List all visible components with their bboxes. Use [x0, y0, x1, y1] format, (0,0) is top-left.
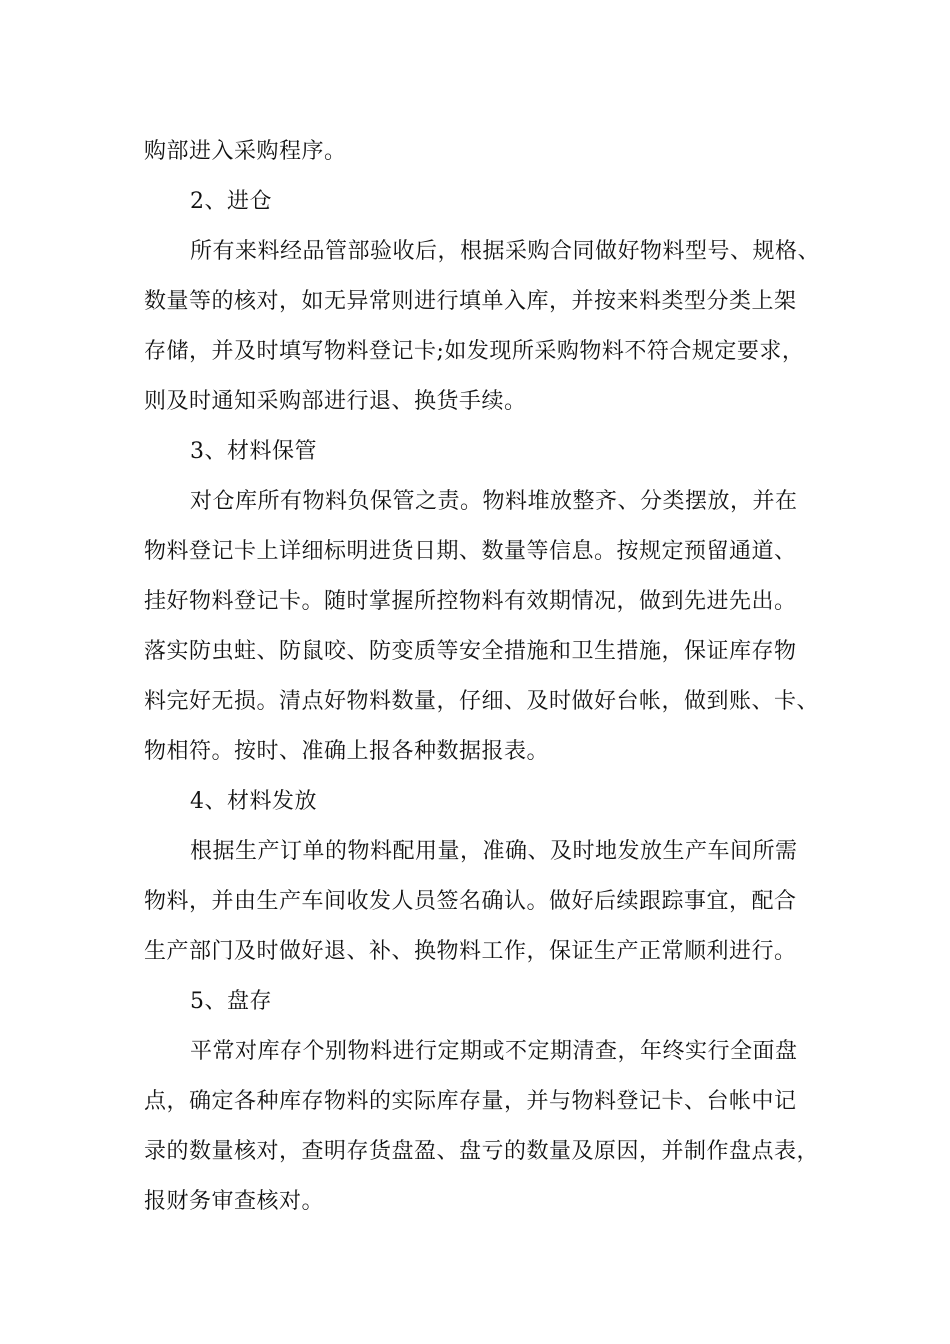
section-heading-inbound: 2、进仓: [190, 189, 272, 214]
section-heading-storage: 3、材料保管: [190, 439, 317, 464]
paragraph-line: 则及时通知采购部进行退、换货手续。: [144, 389, 527, 414]
paragraph-line: 生产部门及时做好退、补、换物料工作，保证生产正常顺利进行。: [144, 939, 797, 964]
paragraph-line: 落实防虫蛀、防鼠咬、防变质等安全措施和卫生措施，保证库存物: [144, 639, 797, 664]
paragraph-line: 平常对库存个别物料进行定期或不定期清查，年终实行全面盘: [190, 1039, 798, 1064]
paragraph-line: 物料登记卡上详细标明进货日期、数量等信息。按规定预留通道、: [144, 539, 797, 564]
paragraph-line: 所有来料经品管部验收后，根据采购合同做好物料型号、规格、: [190, 239, 821, 264]
paragraph-line: 购部进入采购程序。: [144, 139, 347, 164]
paragraph-line: 点，确定各种库存物料的实际库存量，并与物料登记卡、台帐中记: [144, 1089, 797, 1114]
paragraph-line: 根据生产订单的物料配用量，准确、及时地发放生产车间所需: [190, 839, 798, 864]
paragraph-line: 物相符。按时、准确上报各种数据报表。: [144, 739, 550, 764]
section-heading-distribution: 4、材料发放: [190, 789, 317, 814]
paragraph-line: 挂好物料登记卡。随时掌握所控物料有效期情况，做到先进先出。: [144, 589, 797, 614]
paragraph-line: 录的数量核对，查明存货盘盈、盘亏的数量及原因，并制作盘点表，: [144, 1139, 820, 1164]
paragraph-line: 料完好无损。清点好物料数量，仔细、及时做好台帐，做到账、卡、: [144, 689, 820, 714]
paragraph-line: 物料，并由生产车间收发人员签名确认。做好后续跟踪事宜，配合: [144, 889, 797, 914]
paragraph-line: 存储，并及时填写物料登记卡;如发现所采购物料不符合规定要求，: [144, 339, 805, 364]
paragraph-line: 数量等的核对，如无异常则进行填单入库，并按来料类型分类上架: [144, 289, 797, 314]
paragraph-line: 对仓库所有物料负保管之责。物料堆放整齐、分类摆放，并在: [190, 489, 798, 514]
section-heading-inventory: 5、盘存: [190, 989, 272, 1014]
paragraph-line: 报财务审查核对。: [144, 1189, 325, 1214]
